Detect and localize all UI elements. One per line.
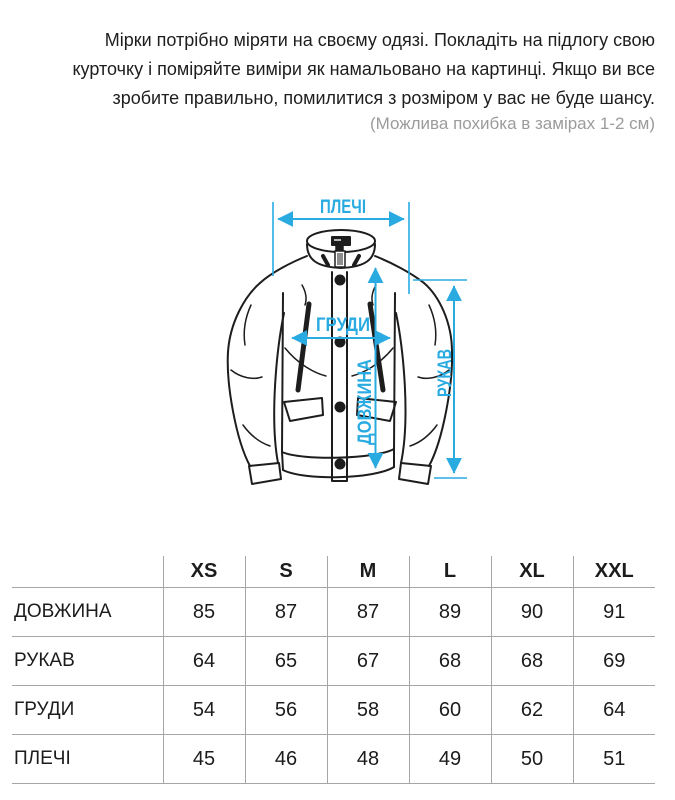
row-label: ПЛЕЧІ — [12, 735, 163, 784]
row-label: РУКАВ — [12, 637, 163, 686]
size-value-cell: 64 — [573, 686, 655, 735]
size-column-header: S — [245, 556, 327, 588]
jacket-outline — [228, 230, 452, 484]
hem-upper-line — [282, 449, 394, 458]
size-value-cell: 87 — [245, 588, 327, 637]
right-cuff — [399, 463, 431, 484]
fabric-creases — [231, 285, 449, 446]
table-row — [12, 686, 655, 735]
button — [335, 275, 346, 286]
collar-zipper — [335, 246, 345, 267]
size-column-header: XL — [491, 556, 573, 588]
size-column-header: M — [327, 556, 409, 588]
row-label: ДОВЖИНА — [12, 588, 163, 637]
size-value-cell: 51 — [573, 735, 655, 784]
shoulders-label: ПЛЕЧІ — [320, 197, 366, 218]
size-value-cell: 68 — [409, 637, 491, 686]
size-value-cell: 87 — [327, 588, 409, 637]
left-pocket-flap — [284, 398, 323, 421]
left-chest-pocket — [298, 304, 309, 390]
measuring-instructions: Мірки потрібно міряти на своєму одязі. Покладіть на підлогу свою курточку і поміряйте виміри як намальовано на картинці. Якщо ви все зробите правильно, помилитися з розміром у вас не буде шансу. — [72, 30, 655, 108]
size-value-cell: 60 — [409, 686, 491, 735]
size-column-header: XS — [163, 556, 245, 588]
size-value-cell: 69 — [573, 637, 655, 686]
left-cuff — [249, 463, 281, 484]
size-column-header: L — [409, 556, 491, 588]
table-row — [12, 588, 655, 637]
size-value-cell: 90 — [491, 588, 573, 637]
chest-label: ГРУДИ — [316, 315, 370, 336]
button — [335, 402, 346, 413]
sleeve-label: РУКАВ — [435, 333, 456, 397]
size-value-cell: 64 — [163, 637, 245, 686]
size-value-cell: 85 — [163, 588, 245, 637]
collar-snap — [354, 256, 359, 265]
size-value-cell: 62 — [491, 686, 573, 735]
table-row — [12, 735, 655, 784]
size-value-cell: 48 — [327, 735, 409, 784]
collar-snap — [323, 256, 328, 265]
collar-brand-tag — [331, 236, 351, 246]
size-value-cell: 50 — [491, 735, 573, 784]
size-value-cell: 56 — [245, 686, 327, 735]
size-value-cell: 91 — [573, 588, 655, 637]
length-label: ДОВЖИНА — [355, 345, 376, 445]
zipper-placket — [332, 272, 347, 481]
size-value-cell: 68 — [491, 637, 573, 686]
table-row — [12, 637, 655, 686]
size-table-header-row — [12, 556, 655, 588]
corner-cell — [12, 556, 163, 588]
jacket-measurement-diagram — [0, 165, 675, 500]
size-value-cell: 58 — [327, 686, 409, 735]
accuracy-note: (Можлива похибка в замірах 1-2 см) — [369, 114, 655, 133]
button — [335, 459, 346, 470]
size-value-cell: 49 — [409, 735, 491, 784]
row-label: ГРУДИ — [12, 686, 163, 735]
size-value-cell: 45 — [163, 735, 245, 784]
size-value-cell: 54 — [163, 686, 245, 735]
size-value-cell: 46 — [245, 735, 327, 784]
size-value-cell: 65 — [245, 637, 327, 686]
size-column-header: XXL — [573, 556, 655, 588]
size-value-cell: 67 — [327, 637, 409, 686]
size-table — [12, 556, 655, 784]
size-value-cell: 89 — [409, 588, 491, 637]
